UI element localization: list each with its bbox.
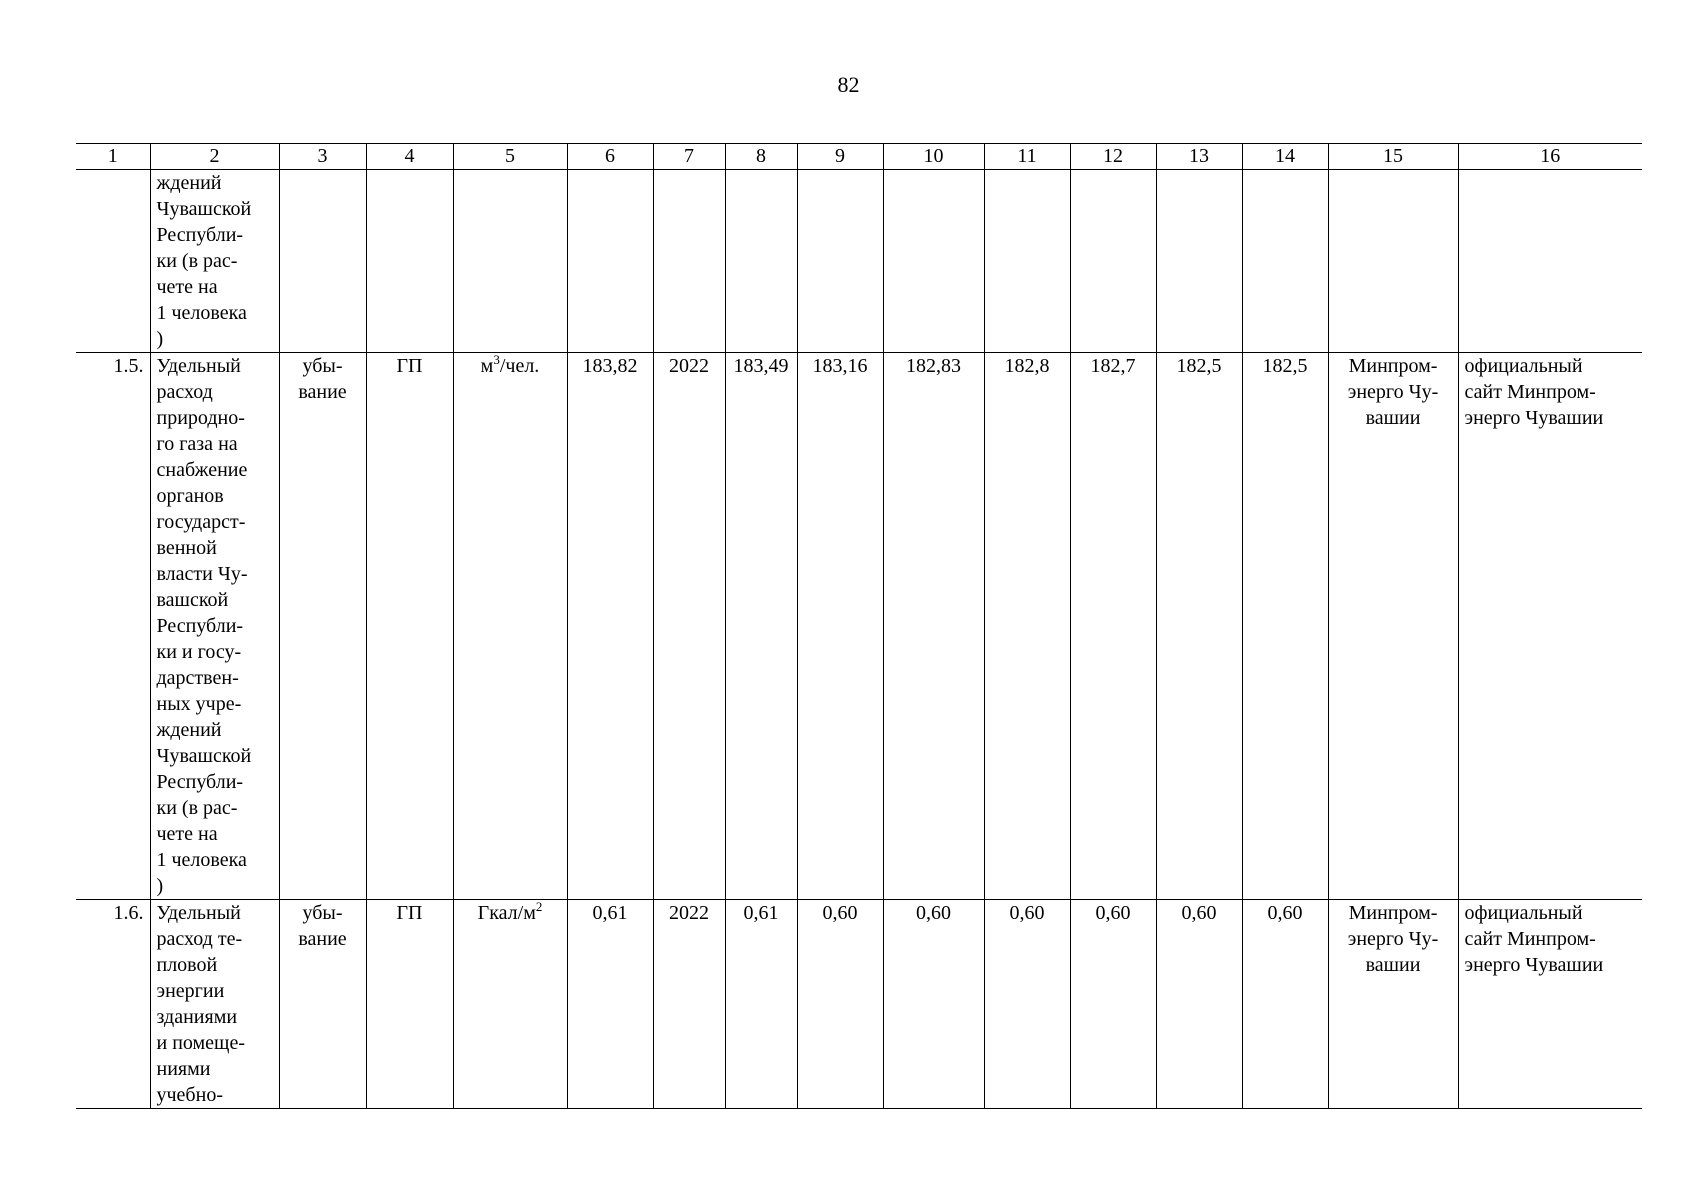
value-cell-10: 0,60 bbox=[883, 900, 984, 1109]
col-header-4: 4 bbox=[366, 144, 453, 170]
value-cell-12 bbox=[1070, 170, 1156, 353]
responsible-cell bbox=[1328, 170, 1458, 353]
row-number: 1.5. bbox=[76, 353, 150, 900]
value-cell-11: 0,60 bbox=[984, 900, 1070, 1109]
value-cell-14 bbox=[1242, 170, 1328, 353]
col-header-9: 9 bbox=[797, 144, 883, 170]
col-header-7: 7 bbox=[653, 144, 725, 170]
indicators-table bbox=[76, 143, 1642, 1109]
value-cell-13: 0,60 bbox=[1156, 900, 1242, 1109]
col-header-10: 10 bbox=[883, 144, 984, 170]
unit-superscript: 2 bbox=[535, 899, 543, 914]
value-cell-13 bbox=[1156, 170, 1242, 353]
unit-cell bbox=[453, 170, 567, 353]
value-cell-9: 0,60 bbox=[797, 900, 883, 1109]
indicator-name: Удельный расход те- пловой энергии зданиями и помеще- ниями учебно- bbox=[150, 900, 279, 1109]
value-cell-9: 183,16 bbox=[797, 353, 883, 900]
type-cell: ГП bbox=[366, 900, 453, 1109]
value-cell-7 bbox=[653, 170, 725, 353]
value-cell-8: 183,49 bbox=[725, 353, 797, 900]
col-header-12: 12 bbox=[1070, 144, 1156, 170]
col-header-5: 5 bbox=[453, 144, 567, 170]
col-header-14: 14 bbox=[1242, 144, 1328, 170]
value-cell-6 bbox=[567, 170, 653, 353]
value-cell-6: 0,61 bbox=[567, 900, 653, 1109]
trend-cell bbox=[279, 170, 366, 353]
value-cell-11: 182,8 bbox=[984, 353, 1070, 900]
unit-base: м bbox=[480, 355, 494, 377]
unit-superscript: 3 bbox=[493, 352, 500, 367]
col-header-6: 6 bbox=[567, 144, 653, 170]
value-cell-10 bbox=[883, 170, 984, 353]
table-row bbox=[76, 170, 1642, 353]
row-number: 1.6. bbox=[76, 900, 150, 1109]
value-cell-13: 182,5 bbox=[1156, 353, 1242, 900]
type-cell: ГП bbox=[366, 353, 453, 900]
indicator-name: ждений Чувашской Республи- ки (в рас- чете на 1 человека ) bbox=[150, 170, 279, 353]
source-cell bbox=[1458, 170, 1642, 353]
value-cell-10: 182,83 bbox=[883, 353, 984, 900]
col-header-8: 8 bbox=[725, 144, 797, 170]
unit-tail: /чел. bbox=[499, 355, 540, 377]
table-row bbox=[76, 353, 1642, 900]
unit-cell bbox=[453, 900, 567, 1109]
col-header-11: 11 bbox=[984, 144, 1070, 170]
value-cell-6: 183,82 bbox=[567, 353, 653, 900]
table-row bbox=[76, 900, 1642, 1109]
trend-cell: убы- вание bbox=[279, 900, 366, 1109]
type-cell bbox=[366, 170, 453, 353]
value-cell-9 bbox=[797, 170, 883, 353]
value-cell-14: 182,5 bbox=[1242, 353, 1328, 900]
source-cell: официальный сайт Минпром- энерго Чувашии bbox=[1458, 900, 1642, 1109]
value-cell-14: 0,60 bbox=[1242, 900, 1328, 1109]
page-number: 82 bbox=[837, 72, 860, 97]
col-header-1: 1 bbox=[76, 144, 150, 170]
value-cell-8 bbox=[725, 170, 797, 353]
col-header-2: 2 bbox=[150, 144, 279, 170]
row-number bbox=[76, 170, 150, 353]
header-row bbox=[76, 144, 1642, 170]
col-header-3: 3 bbox=[279, 144, 366, 170]
trend-cell: убы- вание bbox=[279, 353, 366, 900]
value-cell-7: 2022 bbox=[653, 900, 725, 1109]
col-header-15: 15 bbox=[1328, 144, 1458, 170]
col-header-13: 13 bbox=[1156, 144, 1242, 170]
unit-base: Гкал/м bbox=[477, 902, 536, 924]
col-header-16: 16 bbox=[1458, 144, 1642, 170]
value-cell-12: 182,7 bbox=[1070, 353, 1156, 900]
value-cell-7: 2022 bbox=[653, 353, 725, 900]
value-cell-8: 0,61 bbox=[725, 900, 797, 1109]
indicator-name: Удельный расход природно- го газа на снабжение органов государст- венной власти Чу- вашской Республи- ки и госу- дарствен- ных учре- ждений Чувашской Республи- ки (в рас- чете на 1 человека ) bbox=[150, 353, 279, 900]
responsible-cell: Минпром- энерго Чу- вашии bbox=[1328, 900, 1458, 1109]
value-cell-12: 0,60 bbox=[1070, 900, 1156, 1109]
value-cell-11 bbox=[984, 170, 1070, 353]
responsible-cell: Минпром- энерго Чу- вашии bbox=[1328, 353, 1458, 900]
unit-cell bbox=[453, 353, 567, 900]
source-cell: официальный сайт Минпром- энерго Чувашии bbox=[1458, 353, 1642, 900]
